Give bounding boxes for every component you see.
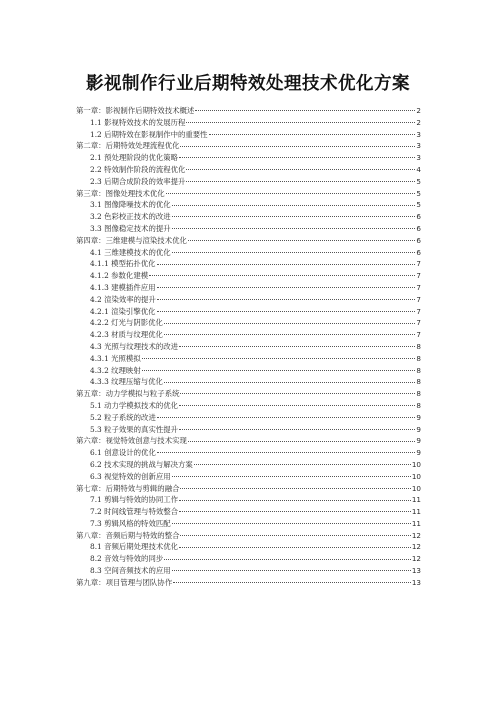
toc-dot-leader <box>157 417 416 418</box>
toc-entry[interactable] <box>76 565 421 577</box>
toc-entry-page-number: 7 <box>416 282 421 292</box>
toc-entry-page-number: 9 <box>416 412 421 422</box>
toc-entry[interactable] <box>76 247 421 259</box>
toc-entry-page-number: 7 <box>416 330 421 340</box>
toc-dot-leader <box>172 228 416 229</box>
toc-dot-leader <box>172 205 416 206</box>
table-of-contents <box>76 105 421 589</box>
toc-entry-page-number: 13 <box>411 577 421 587</box>
toc-entry-page-number: 6 <box>416 212 421 222</box>
toc-entry-page-number: 6 <box>416 235 421 245</box>
toc-dot-leader <box>164 334 416 335</box>
toc-entry-page-number: 10 <box>411 459 421 469</box>
toc-entry-label: 1.1 影视特效技术的发展历程 <box>90 117 186 127</box>
toc-entry[interactable] <box>76 176 421 188</box>
toc-entry-page-number: 3 <box>416 141 421 151</box>
toc-entry-page-number: 5 <box>416 200 421 210</box>
toc-entry-label: 4.3 光照与纹理技术的改进 <box>90 341 179 351</box>
toc-entry-label: 4.2.3 材质与纹理优化 <box>90 330 163 340</box>
toc-entry-label: 4.2 渲染效率的提升 <box>90 294 156 304</box>
toc-entry-page-number: 8 <box>416 353 421 363</box>
toc-entry-label: 第五章：动力学模拟与粒子系统 <box>76 389 180 399</box>
toc-entry-page-number: 7 <box>416 259 421 269</box>
toc-entry[interactable] <box>76 129 421 141</box>
toc-entry-page-number: 9 <box>416 424 421 434</box>
toc-entry[interactable] <box>76 223 421 235</box>
toc-entry-label: 4.3.3 纹理压缩与优化 <box>90 377 163 387</box>
toc-entry-page-number: 8 <box>416 377 421 387</box>
toc-entry[interactable] <box>76 282 421 294</box>
toc-entry[interactable] <box>76 412 421 424</box>
toc-entry-label: 第一章：影视制作后期特效技术概述 <box>76 106 195 115</box>
toc-dot-leader <box>172 216 416 217</box>
toc-entry-label: 3.3 图像稳定技术的提升 <box>90 223 171 233</box>
toc-entry-page-number: 3 <box>416 153 421 163</box>
toc-dot-leader <box>179 511 411 512</box>
toc-entry-page-number: 11 <box>411 507 421 517</box>
toc-dot-leader <box>188 441 416 442</box>
toc-dot-leader <box>180 535 410 536</box>
toc-dot-leader <box>186 181 415 182</box>
toc-entry-label: 7.2 时间线管理与特效整合 <box>90 507 179 517</box>
toc-entry[interactable] <box>76 365 421 377</box>
toc-entry-label: 第六章：视觉特效创意与技术实现 <box>76 436 187 446</box>
toc-entry-page-number: 7 <box>416 318 421 328</box>
toc-entry-label: 6.2 技术实现的挑战与解决方案 <box>90 459 193 469</box>
toc-dot-leader <box>166 193 416 194</box>
toc-entry-page-number: 6 <box>416 247 421 257</box>
document-title: 影视制作行业后期特效处理技术优化方案 <box>86 74 410 94</box>
toc-entry-page-number: 7 <box>416 294 421 304</box>
toc-entry-page-number: 6 <box>416 223 421 233</box>
toc-entry[interactable] <box>76 376 421 388</box>
toc-entry-label: 8.2 音效与特效的同步 <box>90 554 164 564</box>
toc-entry-label: 7.3 剪辑风格的特效匹配 <box>90 518 171 528</box>
toc-dot-leader <box>164 323 416 324</box>
toc-entry[interactable] <box>76 140 421 152</box>
toc-entry-label: 2.3 后期合成阶段的效率提升 <box>90 176 186 186</box>
toc-dot-leader <box>194 464 411 465</box>
toc-entry-page-number: 10 <box>411 471 421 481</box>
toc-entry-page-number: 12 <box>411 542 421 552</box>
toc-entry-label: 6.1 创意设计的优化 <box>90 448 156 458</box>
toc-entry-page-number: 8 <box>416 389 421 399</box>
toc-dot-leader <box>179 157 415 158</box>
toc-entry-label: 4.1.1 模型拓扑优化 <box>90 259 156 269</box>
toc-entry[interactable] <box>76 188 421 200</box>
toc-dot-leader <box>172 523 411 524</box>
toc-entry[interactable] <box>76 211 421 223</box>
toc-entry[interactable] <box>76 164 421 176</box>
toc-dot-leader <box>179 500 411 501</box>
toc-dot-leader <box>195 110 415 111</box>
toc-entry[interactable] <box>76 105 421 117</box>
toc-entry[interactable] <box>76 471 421 483</box>
toc-entry-page-number: 11 <box>411 495 421 505</box>
toc-entry-page-number: 3 <box>416 129 421 139</box>
toc-entry[interactable] <box>76 235 421 247</box>
toc-entry[interactable] <box>76 483 421 495</box>
toc-dot-leader <box>172 476 411 477</box>
toc-entry-label: 4.2.2 灯光与阴影优化 <box>90 318 163 328</box>
toc-dot-leader <box>180 488 410 489</box>
toc-entry-page-number: 8 <box>416 400 421 410</box>
toc-entry-label: 第七章：后期特效与剪辑的融合 <box>76 483 180 493</box>
toc-dot-leader <box>173 582 411 583</box>
toc-entry-label: 8.1 音频后期处理技术优化 <box>90 542 179 552</box>
toc-entry-label: 4.3.1 光照模拟 <box>90 353 141 363</box>
toc-dot-leader <box>172 570 411 571</box>
toc-entry[interactable] <box>76 541 421 553</box>
toc-entry[interactable] <box>76 518 421 530</box>
toc-entry-page-number: 7 <box>416 306 421 316</box>
toc-entry-label: 3.2 色彩校正技术的改进 <box>90 212 171 222</box>
toc-dot-leader <box>180 393 415 394</box>
toc-entry[interactable] <box>76 494 421 506</box>
toc-entry-label: 8.3 空间音频技术的应用 <box>90 566 171 576</box>
toc-entry[interactable] <box>76 459 421 471</box>
toc-entry[interactable] <box>76 388 421 400</box>
toc-entry-label: 4.2.1 渲染引擎优化 <box>90 306 156 316</box>
toc-entry-page-number: 11 <box>411 518 421 528</box>
toc-entry[interactable] <box>76 447 421 459</box>
toc-entry-page-number: 12 <box>411 554 421 564</box>
toc-dot-leader <box>142 358 416 359</box>
toc-entry-page-number: 2 <box>416 117 421 127</box>
toc-entry-page-number: 9 <box>416 448 421 458</box>
toc-entry[interactable] <box>76 199 421 211</box>
toc-entry-label: 5.2 粒子系统的改进 <box>90 412 156 422</box>
toc-dot-leader <box>164 382 416 383</box>
toc-dot-leader <box>172 252 416 253</box>
toc-entry[interactable] <box>76 435 421 447</box>
toc-entry[interactable] <box>76 317 421 329</box>
toc-entry[interactable] <box>76 577 421 589</box>
toc-entry-label: 3.1 图像降噪技术的优化 <box>90 200 171 210</box>
toc-dot-leader <box>157 264 416 265</box>
toc-entry[interactable] <box>76 341 421 353</box>
toc-entry-label: 7.1 剪辑与特效的协同工作 <box>90 495 179 505</box>
toc-entry[interactable] <box>76 270 421 282</box>
toc-dot-leader <box>179 405 415 406</box>
toc-entry-page-number: 12 <box>411 530 421 540</box>
toc-entry-label: 第四章：三维建模与渲染技术优化 <box>76 235 187 245</box>
toc-entry-page-number: 7 <box>416 271 421 281</box>
toc-dot-leader <box>149 275 415 276</box>
toc-dot-leader <box>142 370 416 371</box>
toc-entry-label: 第二章：后期特效处理流程优化 <box>76 141 180 151</box>
toc-entry[interactable] <box>76 353 421 365</box>
toc-entry[interactable] <box>76 152 421 164</box>
toc-entry-label: 4.1 三维建模技术的优化 <box>90 247 171 257</box>
toc-entry[interactable] <box>76 117 421 129</box>
toc-entry-page-number: 8 <box>416 341 421 351</box>
toc-dot-leader <box>188 240 416 241</box>
toc-entry-label: 5.1 动力学模拟技术的优化 <box>90 400 179 410</box>
toc-entry-label: 1.2 后期特效在影视制作中的重要性 <box>90 129 208 139</box>
toc-entry-label: 4.1.3 建模插件应用 <box>90 282 156 292</box>
toc-entry-page-number: 9 <box>416 436 421 446</box>
toc-dot-leader <box>157 452 416 453</box>
toc-dot-leader <box>179 346 415 347</box>
toc-entry-page-number: 10 <box>411 483 421 493</box>
toc-dot-leader <box>179 547 411 548</box>
toc-entry-label: 第三章：图像处理技术优化 <box>76 188 165 198</box>
toc-entry[interactable] <box>76 400 421 412</box>
toc-entry[interactable] <box>76 530 421 542</box>
toc-entry-page-number: 13 <box>411 566 421 576</box>
toc-entry-label: 第八章：音频后期与特效的整合 <box>76 530 180 540</box>
toc-entry[interactable] <box>76 294 421 306</box>
toc-dot-leader <box>157 299 416 300</box>
toc-entry[interactable] <box>76 553 421 565</box>
toc-entry-page-number: 5 <box>416 188 421 198</box>
toc-entry[interactable] <box>76 306 421 318</box>
toc-entry-page-number: 8 <box>416 365 421 375</box>
toc-dot-leader <box>186 169 415 170</box>
toc-dot-leader <box>164 559 411 560</box>
toc-entry[interactable] <box>76 258 421 270</box>
toc-entry-label: 第九章：项目管理与团队协作 <box>76 577 173 587</box>
toc-entry-page-number: 4 <box>416 164 421 174</box>
toc-entry[interactable] <box>76 424 421 436</box>
toc-entry-label: 4.1.2 参数化建模 <box>90 271 149 281</box>
toc-dot-leader <box>209 134 416 135</box>
toc-entry-label: 2.2 特效制作阶段的流程优化 <box>90 164 186 174</box>
toc-dot-leader <box>157 311 416 312</box>
toc-dot-leader <box>180 146 415 147</box>
toc-entry-label: 4.3.2 纹理映射 <box>90 365 141 375</box>
toc-dot-leader <box>186 122 415 123</box>
toc-entry-page-number: 5 <box>416 176 421 186</box>
toc-entry-label: 6.3 视觉特效的创新应用 <box>90 471 171 481</box>
toc-entry-label: 2.1 预处理阶段的优化策略 <box>90 153 179 163</box>
toc-entry[interactable] <box>76 506 421 518</box>
toc-entry-label: 5.3 粒子效果的真实性提升 <box>90 424 179 434</box>
toc-dot-leader <box>157 287 416 288</box>
toc-entry[interactable] <box>76 329 421 341</box>
toc-dot-leader <box>179 429 415 430</box>
toc-entry-page-number: 2 <box>416 106 421 115</box>
